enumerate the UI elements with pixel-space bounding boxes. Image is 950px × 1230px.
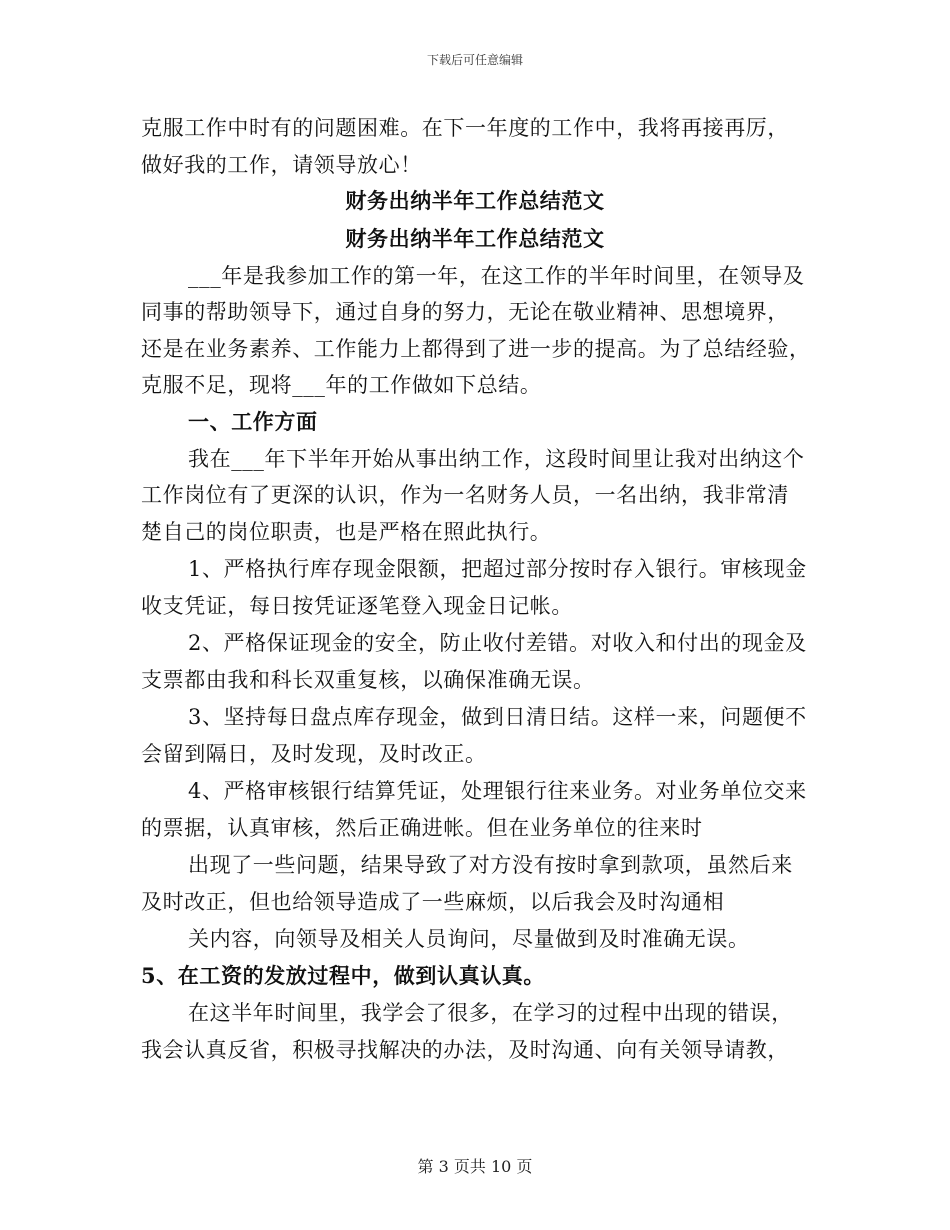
section-title: 财务出纳半年工作总结范文	[345, 226, 605, 251]
paragraph-line: 楚自己的岗位职责，也是严格在照此执行。	[141, 520, 552, 544]
page-number-footer: 第 3 页共 10 页	[417, 1157, 533, 1176]
paragraph-line: 工作岗位有了更深的认识，作为一名财务人员，一名出纳，我非常清	[141, 483, 789, 507]
paragraph-line: 我会认真反省，积极寻找解决的办法，及时沟通、向有关领导请教，	[141, 1038, 789, 1062]
subsection-heading: 5、在工资的发放过程中，做到认真认真。	[141, 963, 546, 988]
list-item-line: 3、坚持每日盘点库存现金，做到日清日结。这样一来，问题便不	[188, 705, 807, 729]
list-item-line: 的票据，认真审核，然后正确进帐。但在业务单位的往来时	[141, 816, 703, 840]
list-item-line: 2、严格保证现金的安全，防止收付差错。对收入和付出的现金及	[188, 631, 807, 655]
list-item-line: 1、严格执行库存现金限额，把超过部分按时存入银行。审核现金	[188, 557, 807, 581]
document-title: 财务出纳半年工作总结范文	[345, 188, 605, 213]
paragraph-line: 在这半年时间里，我学会了很多，在学习的过程中出现的错误，	[188, 1001, 793, 1025]
list-item-line: 会留到隔日，及时发现，及时改正。	[141, 742, 487, 766]
list-item-line: 关内容，向领导及相关人员询问，尽量做到及时准确无误。	[188, 927, 750, 951]
list-item-line: 4、严格审核银行结算凭证，处理银行往来业务。对业务单位交来	[188, 779, 807, 803]
paragraph-line: 我在___年下半年开始从事出纳工作，这段时间里让我对出纳这个	[188, 447, 805, 471]
paragraph-line: ___年是我参加工作的第一年，在这工作的半年时间里，在领导及	[188, 264, 805, 288]
subsection-heading: 一、工作方面	[188, 409, 318, 434]
paragraph-line: 还是在业务素养、工作能力上都得到了进一步的提高。为了总结经验，	[141, 337, 811, 361]
paragraph-line: 克服不足，现将___年的工作做如下总结。	[141, 373, 542, 397]
body-line: 克服工作中时有的问题困难。在下一年度的工作中，我将再接再厉，	[141, 116, 789, 140]
list-item-line: 及时改正，但也给领导造成了一些麻烦，以后我会及时沟通相	[141, 890, 725, 914]
paragraph-line: 同事的帮助领导下，通过自身的努力，无论在敬业精神、思想境界，	[141, 300, 789, 324]
list-item-line: 出现了一些问题，结果导致了对方没有按时拿到款项，虽然后来	[188, 853, 793, 877]
list-item-line: 支票都由我和科长双重复核，以确保准确无误。	[141, 668, 595, 692]
list-item-line: 收支凭证，每日按凭证逐笔登入现金日记帐。	[141, 594, 573, 618]
body-line: 做好我的工作，请领导放心！	[141, 153, 422, 177]
page-header: 下载后可任意编辑	[426, 53, 523, 67]
